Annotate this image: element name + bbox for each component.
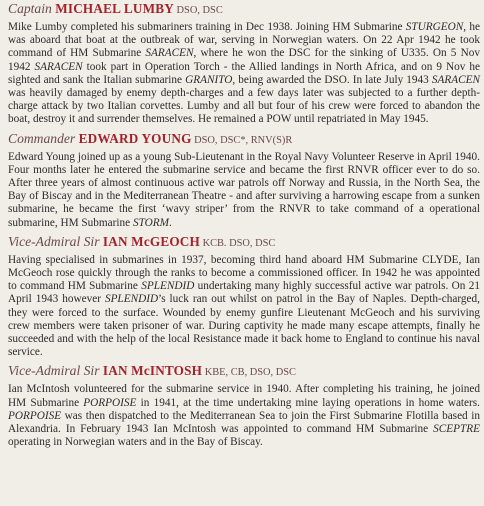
boat-name: SPLENDID — [141, 280, 195, 293]
section-ian-mcintosh — [8, 363, 480, 449]
heading-honours: DSO, DSC — [173, 5, 223, 16]
section-body — [8, 151, 480, 230]
body-text: was then dispatched to the Mediterranean Sea to join the First Submarine Flotilla based in Alexandria. In February 1943 Ian McIntosh was appointed to command HM Submarine — [8, 409, 480, 436]
heading-rank: Vice-Admiral Sir — [8, 363, 103, 379]
boat-name: PORPOISE — [8, 409, 62, 422]
body-text: . — [169, 216, 172, 229]
heading-honours: KBE, CB, DSO, DSC — [202, 367, 296, 379]
heading-rank: Captain — [8, 1, 56, 16]
section-body — [8, 383, 480, 449]
body-text: , he was aboard that boat at the outbreak of war, serving in Norwegian waters. On 22 Apr 1942 he took command of HM Submarine — [8, 21, 480, 60]
boat-name: GRANITO — [185, 73, 233, 86]
section-edward-young — [8, 131, 480, 230]
section-heading — [8, 131, 480, 149]
section-body — [8, 254, 480, 360]
body-text: , being awarded the DSO. In late July 1943 — [232, 73, 432, 86]
body-text: was heavily damaged by enemy depth-charges and a few days later was subjected to a further depth-charge attack by two Italian corvettes. Lumby and all but four of his crew were forced to abandon the boat, destroy it and surrender themselves. He remained a POW until repatriated in May 1945. — [8, 87, 480, 126]
body-text: Mike Lumby completed his submariners training in Dec 1938. Joining HM Submarine — [8, 21, 406, 33]
heading-name: MICHAEL LUMBY — [55, 1, 174, 16]
boat-name: SARACEN — [145, 47, 194, 60]
section-ian-mcgeoch — [8, 234, 480, 360]
body-text: Ian McIntosh volunteered for the submarine service in 1940. After completing his training, he joined HM Submarine — [8, 383, 480, 409]
body-text: Edward Young joined up as a young Sub-Lieutenant in the Royal Navy Volunteer Reserve in April 1940. Four months later he entered the submarine service and became the first RNVR officer ever to do so. After three years of almost continuous active war patrols off Norway and Russia, in the North Sea, the Bay of Biscay and in the Mediterranean Theatre - and after surviving a harrowing escape from a sunken submarine, he became the first ‘wavy striper’ from the RNVR to take command of a operational submarine, HM Submarine — [8, 150, 480, 229]
boat-name: STURGEON — [405, 21, 464, 33]
boat-name: SPLENDID — [104, 293, 159, 306]
boat-name: STORM — [132, 216, 170, 229]
boat-name: SCEPTRE — [433, 423, 480, 436]
body-text: undertaking many highly successful active war patrols. On 21 April 1943 however — [8, 280, 480, 306]
section-michael-lumby — [8, 1, 480, 127]
boat-name: SARACEN — [34, 60, 83, 73]
section-heading — [8, 1, 480, 19]
boat-name: PORPOISE — [83, 396, 137, 409]
heading-rank: Vice-Admiral Sir — [8, 233, 103, 249]
body-text: took part in Operation Torch - the Allied landings in North Africa, and on 9 Nov he sighted and sank the Italian submarine — [8, 60, 480, 86]
heading-rank: Commander — [8, 130, 79, 146]
body-text: ’s luck ran out whilst on patrol in the Bay of Naples. Depth-charged, they were forced to the surface. Wounded by enemy gunfire Lieutenant McGeoch and his surviving crew members were taken prisoner of war. During captivity he made many escape attempts, finally he succeeded and with the help of the local Resistance made it back home to England to continue his naval service. — [8, 293, 480, 359]
section-body — [8, 21, 480, 127]
heading-name: IAN McINTOSH — [102, 363, 203, 379]
body-text: operating in Norwegian waters and in the Bay of Biscay. — [8, 436, 263, 449]
section-heading — [8, 363, 480, 381]
body-text: , where he won the DSC for the sinking of U335. On 5 Nov 1942 — [8, 47, 481, 73]
heading-honours: KCB. DSO, DSC — [199, 237, 276, 249]
heading-name: IAN McGEOCH — [102, 233, 200, 249]
section-heading — [8, 234, 480, 252]
body-text: in 1941, at the time undertaking mine laying operations in home waters. — [136, 396, 480, 409]
heading-name: EDWARD YOUNG — [78, 130, 192, 146]
body-text: Having specialised in submarines in 1937, becoming third hand aboard HM Submarine CLYDE, Ian McGeoch rose quickly through the ranks to become a commissioned officer. In 1942 he was appointed to command HM Submarine — [8, 253, 480, 293]
boat-name: SARACEN — [431, 73, 480, 86]
heading-honours: DSO, DSC*, RNV(S)R — [191, 134, 293, 146]
